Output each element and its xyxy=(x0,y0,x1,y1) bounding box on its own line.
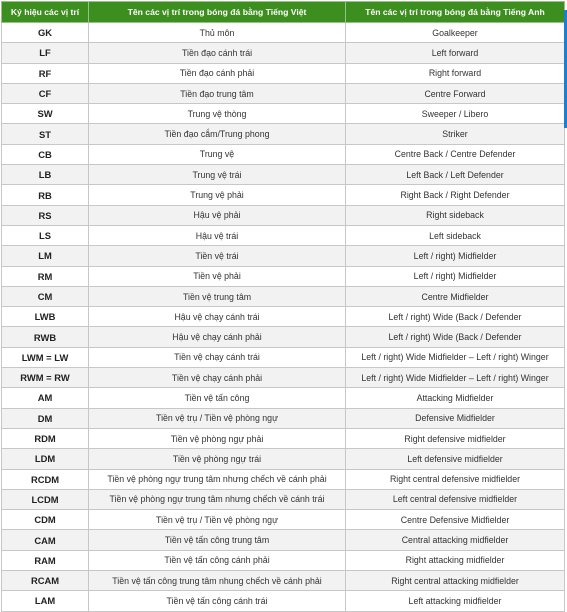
position-code-cell: LCDM xyxy=(2,489,89,509)
vietnamese-name-cell: Tiền vệ phòng ngự trung tâm nhưng chếch về cánh phải xyxy=(89,469,346,489)
vietnamese-name-cell: Trung vệ thòng xyxy=(89,104,346,124)
table-row xyxy=(2,225,565,245)
vietnamese-name-cell: Tiền vệ phòng ngự phải xyxy=(89,428,346,448)
table-row xyxy=(2,286,565,306)
english-name-cell: Attacking Midfielder xyxy=(346,388,565,408)
vietnamese-name-cell: Tiền vệ trái xyxy=(89,246,346,266)
english-name-cell: Left / right) Midfielder xyxy=(346,246,565,266)
table-row xyxy=(2,571,565,591)
english-name-cell: Centre Defensive Midfielder xyxy=(346,510,565,530)
table-row xyxy=(2,23,565,43)
table-row xyxy=(2,530,565,550)
english-name-cell: Left / right) Wide Midfielder – Left / right) Winger xyxy=(346,368,565,388)
vietnamese-name-cell: Trung vệ phải xyxy=(89,185,346,205)
table-row xyxy=(2,144,565,164)
position-code-cell: RF xyxy=(2,63,89,83)
vietnamese-name-cell: Thủ môn xyxy=(89,23,346,43)
position-code-cell: LM xyxy=(2,246,89,266)
english-name-cell: Left / right) Wide (Back / Defender xyxy=(346,327,565,347)
vietnamese-name-cell: Tiền đạo cắm/Trung phong xyxy=(89,124,346,144)
english-name-cell: Centre Forward xyxy=(346,83,565,103)
position-code-cell: LDM xyxy=(2,449,89,469)
table-row xyxy=(2,165,565,185)
english-name-cell: Centre Back / Centre Defender xyxy=(346,144,565,164)
position-code-cell: RWB xyxy=(2,327,89,347)
vietnamese-name-cell: Tiền vệ tấn công cánh trái xyxy=(89,591,346,611)
table-row xyxy=(2,205,565,225)
english-name-cell: Right attacking midfielder xyxy=(346,550,565,570)
table-row xyxy=(2,104,565,124)
position-code-cell: RS xyxy=(2,205,89,225)
table-header-row xyxy=(2,2,565,23)
position-code-cell: SW xyxy=(2,104,89,124)
table-row xyxy=(2,428,565,448)
vietnamese-name-cell: Hậu vệ chạy cánh trái xyxy=(89,307,346,327)
vietnamese-name-cell: Hậu vệ trái xyxy=(89,225,346,245)
table-row xyxy=(2,43,565,63)
table-row xyxy=(2,510,565,530)
vietnamese-name-cell: Tiền vệ phòng ngự trái xyxy=(89,449,346,469)
table-row xyxy=(2,368,565,388)
vietnamese-name-cell: Tiền vệ phải xyxy=(89,266,346,286)
table-row xyxy=(2,408,565,428)
english-name-cell: Centre Midfielder xyxy=(346,286,565,306)
english-name-cell: Defensive Midfielder xyxy=(346,408,565,428)
table-row xyxy=(2,550,565,570)
vietnamese-name-cell: Tiền đạo cánh trái xyxy=(89,43,346,63)
position-code-cell: CF xyxy=(2,83,89,103)
vietnamese-name-cell: Tiền vệ tấn công xyxy=(89,388,346,408)
table-row xyxy=(2,347,565,367)
vietnamese-name-cell: Tiền vệ trụ / Tiền vệ phòng ngự xyxy=(89,510,346,530)
position-code-cell: LWM = LW xyxy=(2,347,89,367)
position-code-cell: CDM xyxy=(2,510,89,530)
position-code-cell: GK xyxy=(2,23,89,43)
football-positions-table xyxy=(1,1,565,612)
vietnamese-name-cell: Trung vệ xyxy=(89,144,346,164)
english-name-cell: Right defensive midfielder xyxy=(346,428,565,448)
position-code-cell: LB xyxy=(2,165,89,185)
position-code-cell: LF xyxy=(2,43,89,63)
header-vietnamese-name: Tên các vị trí trong bóng đá bằng Tiếng Việt xyxy=(89,2,346,23)
vietnamese-name-cell: Tiền vệ tấn công cánh phải xyxy=(89,550,346,570)
vietnamese-name-cell: Hậu vệ phải xyxy=(89,205,346,225)
vietnamese-name-cell: Tiền vệ chạy cánh phải xyxy=(89,368,346,388)
position-code-cell: LWB xyxy=(2,307,89,327)
positions-table-container xyxy=(1,1,564,612)
position-code-cell: CM xyxy=(2,286,89,306)
position-code-cell: ST xyxy=(2,124,89,144)
english-name-cell: Left attacking midfielder xyxy=(346,591,565,611)
header-english-name: Tên các vị trí trong bóng đá bằng Tiếng Anh xyxy=(346,2,565,23)
table-row xyxy=(2,449,565,469)
position-code-cell: AM xyxy=(2,388,89,408)
position-code-cell: DM xyxy=(2,408,89,428)
position-code-cell: RCDM xyxy=(2,469,89,489)
vietnamese-name-cell: Tiền vệ trung tâm xyxy=(89,286,346,306)
header-code: Ký hiệu các vị trí xyxy=(2,2,89,23)
table-row xyxy=(2,489,565,509)
table-row xyxy=(2,327,565,347)
english-name-cell: Striker xyxy=(346,124,565,144)
english-name-cell: Left / right) Wide Midfielder – Left / right) Winger xyxy=(346,347,565,367)
table-row xyxy=(2,469,565,489)
vietnamese-name-cell: Hậu vệ chạy cánh phải xyxy=(89,327,346,347)
english-name-cell: Right central defensive midfielder xyxy=(346,469,565,489)
position-code-cell: RM xyxy=(2,266,89,286)
table-row xyxy=(2,388,565,408)
position-code-cell: CB xyxy=(2,144,89,164)
table-row xyxy=(2,124,565,144)
position-code-cell: RB xyxy=(2,185,89,205)
english-name-cell: Sweeper / Libero xyxy=(346,104,565,124)
english-name-cell: Right Back / Right Defender xyxy=(346,185,565,205)
table-row xyxy=(2,591,565,611)
table-row xyxy=(2,266,565,286)
english-name-cell: Left sideback xyxy=(346,225,565,245)
table-row xyxy=(2,185,565,205)
english-name-cell: Left defensive midfielder xyxy=(346,449,565,469)
table-row xyxy=(2,83,565,103)
vietnamese-name-cell: Tiền đạo cánh phải xyxy=(89,63,346,83)
vietnamese-name-cell: Tiền vệ chạy cánh trái xyxy=(89,347,346,367)
position-code-cell: RDM xyxy=(2,428,89,448)
vietnamese-name-cell: Trung vệ trái xyxy=(89,165,346,185)
english-name-cell: Left Back / Left Defender xyxy=(346,165,565,185)
english-name-cell: Left central defensive midfielder xyxy=(346,489,565,509)
position-code-cell: RCAM xyxy=(2,571,89,591)
vietnamese-name-cell: Tiền vệ phòng ngự trung tâm nhưng chếch về cánh trái xyxy=(89,489,346,509)
table-body xyxy=(2,23,565,612)
position-code-cell: LS xyxy=(2,225,89,245)
position-code-cell: RWM = RW xyxy=(2,368,89,388)
position-code-cell: RAM xyxy=(2,550,89,570)
position-code-cell: CAM xyxy=(2,530,89,550)
english-name-cell: Goalkeeper xyxy=(346,23,565,43)
english-name-cell: Central attacking midfielder xyxy=(346,530,565,550)
table-row xyxy=(2,246,565,266)
english-name-cell: Left forward xyxy=(346,43,565,63)
english-name-cell: Left / right) Midfielder xyxy=(346,266,565,286)
english-name-cell: Right sideback xyxy=(346,205,565,225)
vietnamese-name-cell: Tiền vệ tấn công trung tâm nhung chếch về cánh phải xyxy=(89,571,346,591)
position-code-cell: LAM xyxy=(2,591,89,611)
english-name-cell: Right central attacking midfielder xyxy=(346,571,565,591)
english-name-cell: Right forward xyxy=(346,63,565,83)
table-row xyxy=(2,63,565,83)
table-row xyxy=(2,307,565,327)
vietnamese-name-cell: Tiền vệ tấn công trung tâm xyxy=(89,530,346,550)
english-name-cell: Left / right) Wide (Back / Defender xyxy=(346,307,565,327)
vietnamese-name-cell: Tiền đạo trung tâm xyxy=(89,83,346,103)
vietnamese-name-cell: Tiền vệ trụ / Tiền vệ phòng ngự xyxy=(89,408,346,428)
